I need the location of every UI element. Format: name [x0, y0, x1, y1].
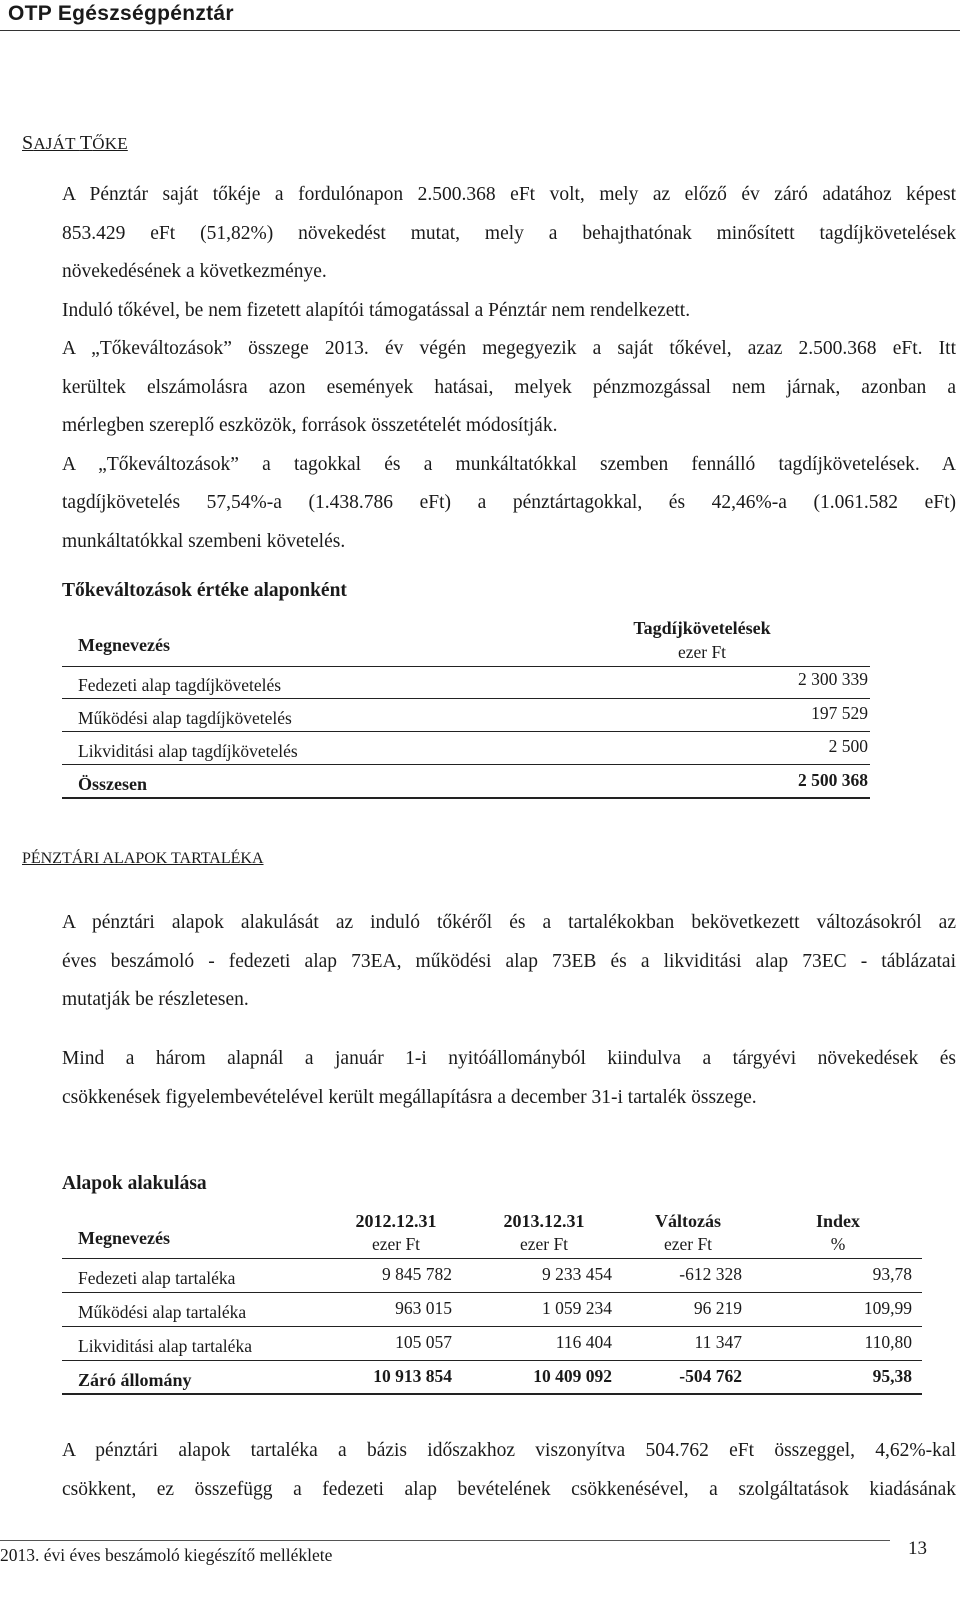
table2-header-rule	[62, 1258, 922, 1259]
table2-total-cell: 10 913 854	[373, 1366, 452, 1386]
reserve-paragraph-2: Mind a három alapnál a január 1-i nyitóállományból kiindulva a tárgyévi növekedések és csökkenések figyelembevételével került megállapításra a december 31-i tartalék összege.	[62, 1048, 956, 1108]
page-header-title: OTP Egészségpénztár	[8, 2, 234, 25]
table2-total-cell: -504 762	[679, 1366, 742, 1386]
table2-cell: 109,99	[863, 1298, 912, 1318]
table1-row-label: Fedezeti alap tagdíjkövetelés	[78, 675, 282, 695]
reserve-heading: PÉNZTÁRI ALAPOK TARTALÉKA	[22, 850, 264, 867]
table1-row-rule	[62, 698, 870, 699]
table2-row-rule	[62, 1326, 922, 1327]
table2-cell: 1 059 234	[542, 1298, 612, 1318]
page-number: 13	[908, 1538, 927, 1559]
table1-col-name: Megnevezés	[78, 635, 170, 655]
table1-col-unit: ezer Ft	[677, 642, 727, 662]
table2-row-rule	[62, 1360, 922, 1361]
equity-paragraph-3: A „Tőkeváltozások” összege 2013. év végén megegyezik a saját tőkével, azaz 2.500.368 eFt. Itt	[62, 338, 956, 359]
table1-row-rule	[62, 764, 870, 765]
equity-paragraph-4: A „Tőkeváltozások” a tagokkal és a munkáltatókkal szemben fennálló tagdíjkövetelések. A	[62, 453, 956, 475]
table1-title: Tőkeváltozások értéke alaponként	[62, 580, 347, 601]
table2-cell: 105 057	[395, 1332, 452, 1352]
table2-row-label: Likviditási alap tartaléka	[78, 1336, 252, 1356]
table2-col-header: Változás	[655, 1211, 721, 1231]
table2-col-header: Index	[815, 1211, 860, 1231]
table2-row-label: Működési alap tartaléka	[78, 1302, 247, 1322]
table2-col-unit: ezer Ft	[371, 1234, 421, 1254]
table1-row-value: 2 300 339	[798, 669, 868, 689]
table2-total-cell: 95,38	[872, 1366, 912, 1386]
table2-cell: 116 404	[555, 1332, 612, 1352]
table2-col-unit: ezer Ft	[519, 1234, 569, 1254]
table2-cell: 93,78	[872, 1264, 912, 1284]
table1-total-value: 2 500 368	[798, 770, 868, 790]
table2-total-rule	[62, 1393, 922, 1395]
table1-row-label: Működési alap tagdíjkövetelés	[78, 708, 292, 728]
equity-paragraph-2: Induló tőkével, be nem fizetett alapítói támogatással a Pénztár nem rendelkezett.	[62, 299, 691, 321]
table2-title: Alapok alakulása	[62, 1173, 207, 1194]
table1-row-label: Likviditási alap tagdíjkövetelés	[78, 741, 298, 761]
table1-total-rule	[62, 797, 870, 799]
table2-total-label: Záró állomány	[78, 1370, 192, 1390]
table1-row-value: 2 500	[828, 736, 868, 756]
footer-divider	[0, 1540, 890, 1541]
table2-cell: 9 845 782	[382, 1264, 452, 1284]
table2-cell: 110,80	[864, 1332, 912, 1352]
table1-total-label: Összesen	[78, 774, 147, 794]
table2-col-header: 2013.12.31	[503, 1211, 585, 1231]
table2-cell: 11 347	[694, 1332, 742, 1352]
table1-row-value: 197 529	[811, 703, 868, 723]
table2-col-header: 2012.12.31	[355, 1211, 437, 1231]
table2-cell: -612 328	[679, 1264, 742, 1284]
table1-header-rule	[62, 666, 870, 667]
footer-text: 2013. évi éves beszámoló kiegészítő melléklete	[0, 1545, 333, 1565]
table2-col-unit: %	[830, 1234, 846, 1254]
table2-col-name: Megnevezés	[78, 1228, 170, 1248]
equity-heading: SAJÁT TŐKE	[22, 132, 128, 154]
header-divider	[0, 30, 960, 31]
reserve-paragraph-1: A pénztári alapok alakulását az induló tőkéről és a tartalékokban bekövetkezett változásokról az éves beszámoló - fedezeti alap 73EA, működési alap 73EB és a likviditási alap 73EC - táblázatai mutatják be részletesen.	[62, 912, 956, 1010]
closing-paragraph: A pénztári alapok tartaléka a bázis időszakhoz viszonyítva 504.762 eFt összeggel, 4,62%-kal csökkent, ez összefügg a fedezeti alap bevételének csökkenésével, a szolgáltatások kiadásának	[62, 1440, 956, 1500]
table1-col-value: Tagdíjkövetelések	[633, 618, 771, 638]
table2-row-rule	[62, 1292, 922, 1293]
table2-cell: 96 219	[693, 1298, 742, 1318]
table2-cell: 9 233 454	[542, 1264, 612, 1284]
table2-col-unit: ezer Ft	[663, 1234, 713, 1254]
table2-cell: 963 015	[395, 1298, 452, 1318]
table1-row-rule	[62, 731, 870, 732]
table2-total-cell: 10 409 092	[533, 1366, 612, 1386]
table2-row-label: Fedezeti alap tartaléka	[78, 1268, 236, 1288]
equity-paragraph-1: A Pénztár saját tőkéje a fordulónapon 2.500.368 eFt volt, mely az előző év záró adatához képest 853.429 eFt (51,82%) növekedést mutat, mely a behajthatónak minősített tagdíjkövetelések növekedésének a következménye. Induló tőkével, be nem fizetett alapítói támogatással a Pénztár nem rendelkezett. A „Tőkeváltozások” összege 2013. év végén megegyezik a saját tőkével, azaz 2.500.368 eFt. Itt kerültek elszámolásra azon események hatásai, melyek pénzmozgással nem járnak, azonban a mérlegben szereplő eszközök, források összetételét módosítják. A „Tőkeváltozások” a tagokkal és a munkáltatókkal szemben fennálló tagdíjkövetelések. A tagdíjkövetelés 57,54%-a (1.438.786 eFt) a pénztártagokkal, és 42,46%-a (1.061.582 eFt) munkáltatókkal szembeni követelés.	[62, 184, 956, 552]
